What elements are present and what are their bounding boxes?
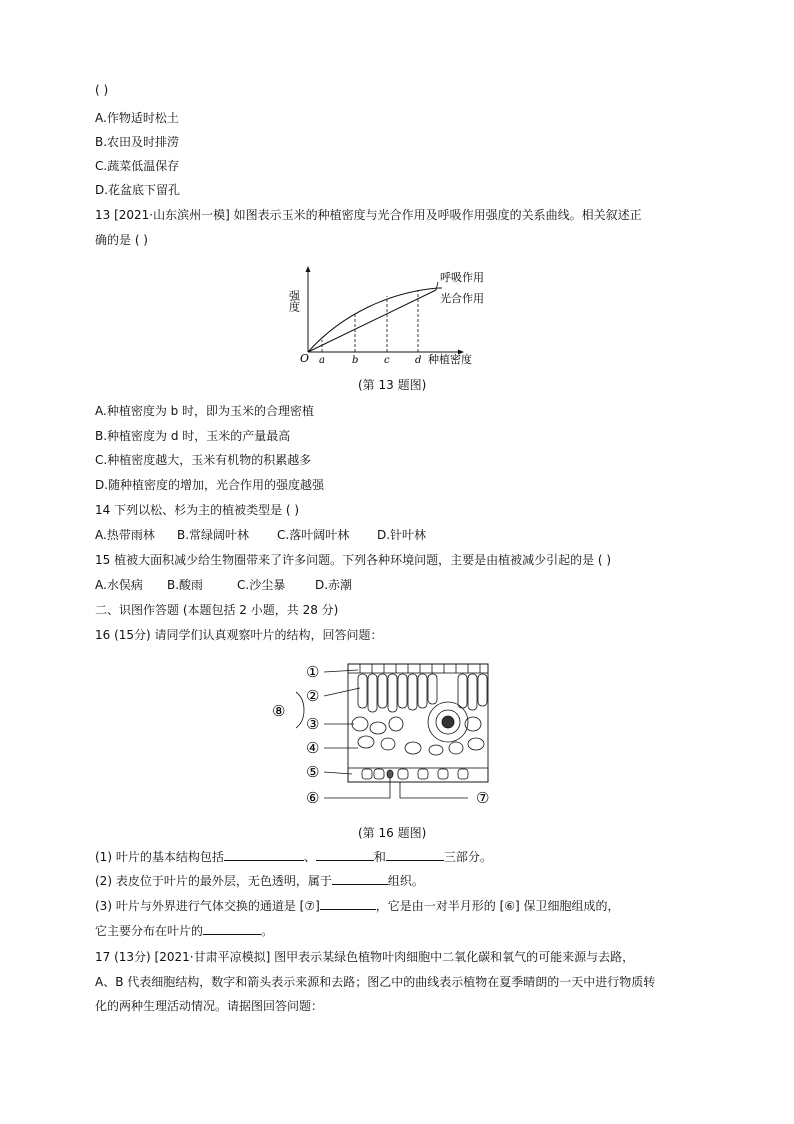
q15-options xyxy=(95,577,352,593)
respiration-curve xyxy=(308,290,436,352)
section-2-heading: 二、识图作答题 (本题包括 2 小题，共 28 分) xyxy=(95,603,339,617)
q13-stem-line1: 13 [2021·山东滨州一模] 如图表示玉米的种植密度与光合作用及呼吸作用强度的关系曲线。相关叙述正 xyxy=(95,208,642,222)
q13-stem-line2: 确的是 ( ) xyxy=(95,233,148,247)
q16-p3-end: ，它是由一对半月形的 [⑥] 保卫细胞组成的， xyxy=(375,899,620,913)
q16-p3-blank[interactable] xyxy=(320,897,376,910)
q13-tick-b: b xyxy=(352,355,359,366)
q16-p1 xyxy=(95,848,492,865)
q14-stem: 14 下列以松、杉为主的植被类型是 ( ) xyxy=(95,503,300,517)
q13-option-d[interactable]: D.随种植密度的增加，光合作用的强度越强 xyxy=(95,478,325,492)
q16-p4-end: 。 xyxy=(261,924,274,938)
q16-label-5: ⑤ xyxy=(306,763,320,781)
q16-p1-text: (1) 叶片的基本结构包括 xyxy=(95,850,224,864)
q16-caption: (第 16 题图) xyxy=(358,826,427,840)
q13-option-c[interactable]: C.种植密度越大，玉米有机物的积累越多 xyxy=(95,453,312,467)
q16-p2-text: (2) 表皮位于叶片的最外层，无色透明，属于 xyxy=(95,874,332,888)
q15-option-a[interactable]: A.水俣病 xyxy=(95,578,143,592)
q16-label-1: ① xyxy=(306,663,320,681)
q12-bracket: ( ) xyxy=(95,83,109,97)
q16-p2-end: 组织。 xyxy=(387,874,424,888)
q14-option-d[interactable]: D.针叶林 xyxy=(377,528,427,542)
q16-p4 xyxy=(95,922,273,939)
q16-label-4: ④ xyxy=(306,739,320,757)
q16-p1-sep: 、 xyxy=(303,850,316,864)
q15-option-d[interactable]: D.赤潮 xyxy=(315,578,353,592)
q16-p2 xyxy=(95,872,424,889)
q13-option-b[interactable]: B.种植密度为 d 时，玉米的产量最高 xyxy=(95,429,291,443)
q13-origin: O xyxy=(300,352,310,365)
q12-option-b[interactable]: B.农田及时排涝 xyxy=(95,135,180,149)
q17-line1: 17 (13分) [2021·甘肃平凉模拟] 图甲表示某绿色植物叶肉细胞中二氧化碳和氧气的可能来源与去路， xyxy=(95,950,635,964)
q17-line2: A、B 代表细胞结构，数字和箭头表示来源和去路；图乙中的曲线表示植物在夏季晴朗的一天中进行物质转 xyxy=(95,975,656,989)
q16-label-2: ② xyxy=(306,687,320,705)
q17-line3: 化的两种生理活动情况。请据图回答问题： xyxy=(95,999,324,1013)
q16-label-8: ⑧ xyxy=(272,702,286,720)
q14-options xyxy=(95,527,426,543)
q13-ylabel: 强度 xyxy=(287,290,301,312)
q16-label-7: ⑦ xyxy=(476,789,490,807)
q16-p3 xyxy=(95,897,620,914)
q16-label-6: ⑥ xyxy=(306,789,320,807)
q16-p4-blank[interactable] xyxy=(203,922,261,935)
q16-p1-blank-1[interactable] xyxy=(224,848,304,861)
q13-figure xyxy=(280,262,510,368)
q14-option-a[interactable]: A.热带雨林 xyxy=(95,528,155,542)
q15-stem: 15 植被大面积减少给生物圈带来了许多问题。下列各种环境问题，主要是由植被减少引起的是 ( ) xyxy=(95,553,612,567)
q12-option-a[interactable]: A.作物适时松土 xyxy=(95,111,179,125)
q16-p1-end: 三部分。 xyxy=(443,850,492,864)
q16-label-3: ③ xyxy=(306,715,320,733)
q16-leaf-figure xyxy=(268,658,518,810)
q16-p1-and: 和 xyxy=(373,850,386,864)
q15-option-b[interactable]: B.酸雨 xyxy=(167,578,204,592)
q13-tick-c: c xyxy=(384,355,390,366)
q15-option-c[interactable]: C.沙尘暴 xyxy=(237,578,286,592)
q16-p3-text: (3) 叶片与外界进行气体交换的通道是 [⑦] xyxy=(95,899,320,913)
q13-tick-d: d xyxy=(415,355,422,366)
q13-curve1-label: 呼吸作用 xyxy=(440,271,484,284)
q16-p1-blank-2[interactable] xyxy=(316,848,374,861)
q16-p2-blank[interactable] xyxy=(332,872,388,885)
q16-p4-text: 它主要分布在叶片的 xyxy=(95,924,204,938)
q13-caption: (第 13 题图) xyxy=(358,378,427,392)
q12-option-c[interactable]: C.蔬菜低温保存 xyxy=(95,159,180,173)
q13-xlabel: 种植密度 xyxy=(428,353,472,366)
q13-option-a[interactable]: A.种植密度为 b 时，即为玉米的合理密植 xyxy=(95,404,315,418)
q13-tick-a: a xyxy=(319,355,325,366)
q13-curve2-label: 光合作用 xyxy=(440,292,484,305)
q14-option-c[interactable]: C.落叶阔叶林 xyxy=(277,528,350,542)
q12-option-d[interactable]: D.花盆底下留孔 xyxy=(95,183,181,197)
q14-option-b[interactable]: B.常绿阔叶林 xyxy=(177,528,250,542)
q16-p1-blank-3[interactable] xyxy=(386,848,444,861)
q16-stem: 16 (15分) 请同学们认真观察叶片的结构，回答问题： xyxy=(95,628,383,642)
